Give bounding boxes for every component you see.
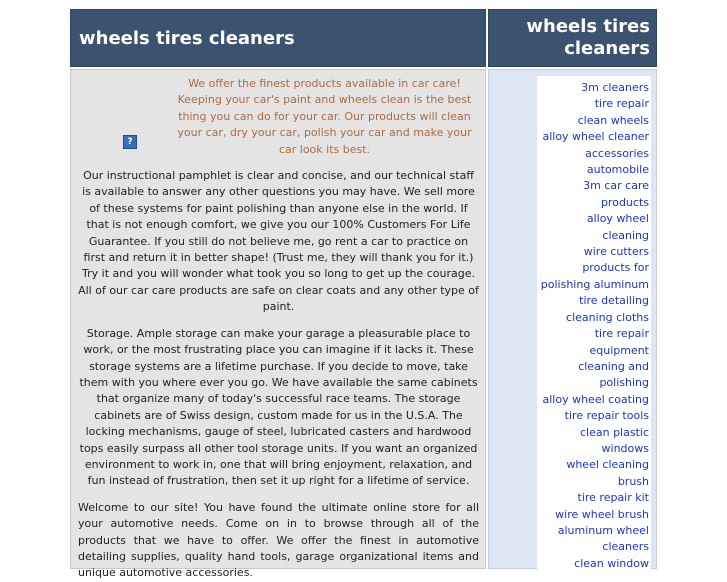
paragraph-welcome: Welcome to our site! You have found the ultimate online store for all your automotive needs. Come on in to browse through all of the products that we have to offer. We offer the finest in automotive detailing supplies, quality hand tools, garage organizational items and unique automotive accessories. bbox=[78, 500, 479, 580]
sidebar-link[interactable]: wheel cleaning bbox=[566, 458, 649, 472]
sidebar-link[interactable]: alloy wheel cleaning bbox=[586, 212, 649, 242]
sidebar-link[interactable]: accessories bbox=[585, 146, 649, 160]
sidebar-link[interactable]: 3m car care bbox=[583, 179, 649, 193]
sidebar-links bbox=[537, 76, 651, 572]
paragraph-pamphlet: Our instructional pamphlet is clear and concise, and our technical staff is available to answer any other questions you may have. We sell more of these systems for paint polishing than anyone else in the world. If that is not enough comfort, we give you our 100% Customers For Life Guarantee. If you still do not believe me, go rent a car to practice on first and return it in better shape! (Trust me, they will thank you for it.) Try it and you will wonder what took you so long to get up the courage. All of our car care products are safe on clear coats and any other type of paint. bbox=[78, 169, 479, 314]
sidebar-link[interactable]: tire repair bbox=[594, 97, 649, 111]
sidebar-link[interactable]: alloy wheel cleaner bbox=[542, 130, 649, 144]
sidebar-link[interactable]: products bbox=[600, 195, 649, 209]
sidebar-link[interactable]: clean window bbox=[574, 556, 649, 570]
sidebar-link[interactable]: aluminum wheel bbox=[557, 523, 649, 537]
sidebar-link[interactable]: products for bbox=[582, 261, 649, 275]
page bbox=[70, 9, 657, 580]
sidebar-link[interactable]: brush bbox=[617, 474, 649, 488]
sidebar-link[interactable]: wire cutters bbox=[583, 245, 649, 259]
product-image bbox=[78, 76, 170, 146]
header-bar bbox=[70, 9, 486, 67]
sidebar-link[interactable]: windows bbox=[601, 441, 649, 455]
sidebar-link[interactable]: polishing aluminum bbox=[540, 277, 649, 291]
sidebar-link[interactable]: clean wheels bbox=[577, 113, 649, 127]
sidebar-link[interactable]: automobile bbox=[586, 163, 649, 177]
intro-text: We offer the finest products available in car care! Keeping your car's paint and wheels clean is the best thing you can do for your car. Our products will clean your car, dry your car, polish your car and make your car look its best. bbox=[177, 77, 472, 156]
sidebar-link[interactable]: 3m cleaners bbox=[581, 81, 649, 94]
sidebar-title: wheels tires cleaners bbox=[526, 16, 650, 59]
sidebar-link[interactable]: wire wheel brush bbox=[555, 507, 649, 521]
sidebar-link[interactable]: tire repair kit bbox=[577, 491, 649, 505]
broken-image-icon: ? bbox=[123, 135, 137, 149]
sidebar-link[interactable]: tire repair tools bbox=[564, 409, 649, 423]
sidebar-link[interactable]: alloy wheel coating bbox=[542, 392, 649, 406]
sidebar-link[interactable]: tire detailing bbox=[579, 294, 649, 308]
sidebar-link[interactable]: tire repair bbox=[594, 327, 649, 341]
sidebar bbox=[488, 69, 657, 569]
paragraph-storage: Storage. Ample storage can make your garage a pleasurable place to work, or the most frustrating place you can imagine if it lacks it. These storage systems are a lifetime purchase. If you decide to move, take them with you where ever you go. We have available the same cabinets that organize many of today's successful race teams. The storage cabinets are of Swiss design, custom made for us in the U.S.A. The locking mechanisms, gauge of steel, lubricated casters and hardwood tops easily surpass all other tool storage units. If you want an organized environment to work in, one that will bring enjoyment, relaxation, and fun instead of frustration, then set it up right for a lifetime of service. bbox=[79, 326, 478, 488]
sidebar-header bbox=[488, 9, 657, 67]
site-title: wheels tires cleaners bbox=[79, 27, 295, 49]
sidebar-link[interactable]: cleaning cloths bbox=[566, 310, 649, 324]
sidebar-link[interactable]: equipment bbox=[589, 343, 649, 357]
sidebar-link[interactable]: polishing bbox=[599, 376, 649, 390]
sidebar-link[interactable]: clean plastic bbox=[579, 425, 649, 439]
sidebar-link[interactable]: cleaners bbox=[602, 540, 649, 554]
sidebar-link[interactable]: cleaning and bbox=[578, 359, 649, 373]
main-content bbox=[70, 69, 486, 580]
